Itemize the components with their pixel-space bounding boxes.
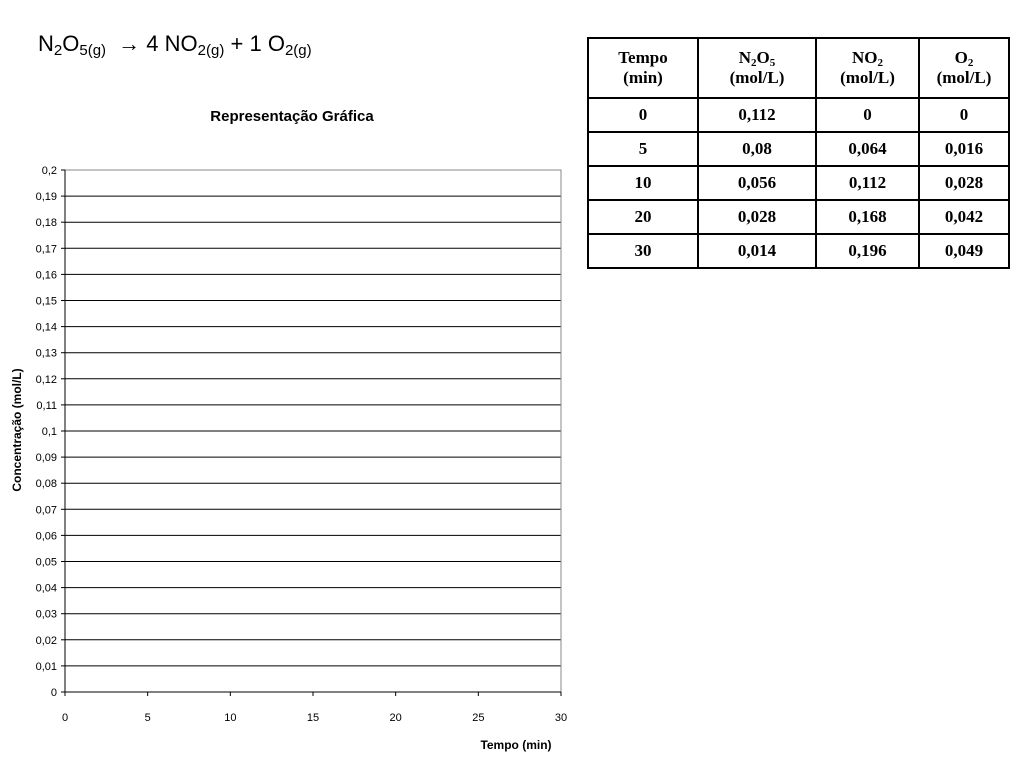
table-row	[588, 166, 1009, 200]
reactant-o-subscript: 5(g)	[79, 42, 107, 59]
table-header-row	[588, 38, 1009, 98]
header-unit: (mol/L)	[840, 68, 895, 87]
header-subscript: 2	[967, 57, 974, 69]
header-name: NO	[852, 48, 878, 67]
table-cell: 0,112	[816, 166, 919, 200]
y-tick-label: 0,15	[35, 295, 57, 308]
product1-coefficient: 4	[146, 31, 159, 56]
y-tick-label: 0,17	[35, 243, 57, 256]
table-cell: 0,028	[698, 200, 816, 234]
product1-subscript: 2(g)	[197, 42, 225, 59]
y-tick-label: 0,12	[35, 373, 57, 386]
chart-title: Representação Gráfica	[210, 108, 374, 125]
x-tick-label: 15	[306, 712, 320, 724]
x-axis-title: Tempo (min)	[480, 738, 552, 752]
reactant-n-subscript: 2	[53, 42, 63, 59]
concentration-table	[587, 37, 1010, 269]
product2-coefficient: 1	[249, 31, 262, 56]
table-row	[588, 200, 1009, 234]
x-axis-ticks	[62, 692, 567, 724]
table-row	[588, 132, 1009, 166]
table-header-cell	[816, 38, 919, 98]
header-unit: (mol/L)	[936, 68, 992, 87]
reactant-o: O	[62, 31, 80, 56]
product1-formula: NO	[164, 31, 198, 56]
header-subscript: 5	[769, 57, 776, 69]
y-tick-label: 0,03	[35, 608, 57, 621]
y-tick-label: 0,04	[35, 582, 57, 595]
y-tick-label: 0,06	[35, 530, 57, 543]
header-subscript: 2	[877, 57, 883, 69]
header-unit: (mol/L)	[729, 68, 785, 87]
y-axis-title: Concentração (mol/L)	[10, 368, 24, 492]
x-tick-label: 20	[389, 712, 402, 724]
reactant-n: N	[38, 31, 54, 56]
header-unit: (min)	[623, 68, 663, 87]
y-tick-label: 0,1	[41, 426, 57, 438]
table-cell: 20	[588, 200, 698, 234]
y-tick-label: 0,11	[36, 399, 57, 412]
table-body	[588, 98, 1009, 268]
table-header-cell	[588, 38, 698, 98]
x-tick-label: 30	[554, 712, 568, 724]
y-tick-label: 0,02	[35, 634, 57, 647]
x-tick-label: 0	[61, 712, 69, 724]
y-tick-label: 0,19	[35, 191, 57, 204]
header-name-rest: O	[756, 48, 770, 67]
table-cell: 0,112	[698, 98, 816, 132]
table-cell: 0,049	[919, 234, 1009, 268]
table-cell: 5	[588, 132, 698, 166]
y-tick-label: 0,16	[35, 269, 57, 282]
table-header-cell	[698, 38, 816, 98]
table-row	[588, 98, 1009, 132]
table-cell: 30	[588, 234, 698, 268]
table-cell: 0,196	[816, 234, 919, 268]
x-tick-label: 25	[472, 712, 485, 724]
table-cell: 10	[588, 166, 698, 200]
table-cell: 0,056	[698, 166, 816, 200]
plus-sign: +	[230, 31, 244, 56]
y-tick-label: 0,08	[35, 478, 57, 491]
table-cell: 0,028	[919, 166, 1009, 200]
y-tick-label: 0,05	[35, 556, 57, 569]
table-cell: 0	[919, 98, 1009, 132]
product2-subscript: 2(g)	[284, 42, 312, 59]
table-header-cell	[919, 38, 1009, 98]
y-tick-label: 0,01	[35, 660, 57, 673]
grid-lines	[65, 170, 561, 666]
reaction-arrow-icon: →	[118, 31, 141, 56]
header-subscript: 2	[751, 57, 757, 69]
table-cell: 0	[588, 98, 698, 132]
header-name: O	[954, 48, 968, 67]
table-row	[588, 234, 1009, 268]
y-tick-label: 0,07	[35, 504, 57, 517]
table-cell: 0	[816, 98, 919, 132]
header-name: N	[738, 48, 752, 67]
product2-formula: O	[267, 31, 285, 56]
header-name: Tempo	[618, 48, 668, 67]
y-tick-label: 0,09	[35, 452, 57, 465]
table-cell: 0,168	[816, 200, 919, 234]
y-tick-label: 0,18	[35, 217, 57, 230]
y-tick-label: 0,2	[41, 165, 57, 177]
table-cell: 0,08	[698, 132, 816, 166]
table-cell: 0,016	[919, 132, 1009, 166]
y-tick-label: 0,14	[35, 321, 57, 334]
table-cell: 0,064	[816, 132, 919, 166]
x-tick-label: 10	[224, 712, 237, 724]
table-cell: 0,042	[919, 200, 1009, 234]
y-tick-label: 0	[50, 687, 57, 699]
y-tick-label: 0,13	[35, 347, 57, 360]
x-tick-label: 5	[144, 712, 151, 724]
table-cell: 0,014	[698, 234, 816, 268]
y-axis-ticks	[36, 165, 65, 699]
